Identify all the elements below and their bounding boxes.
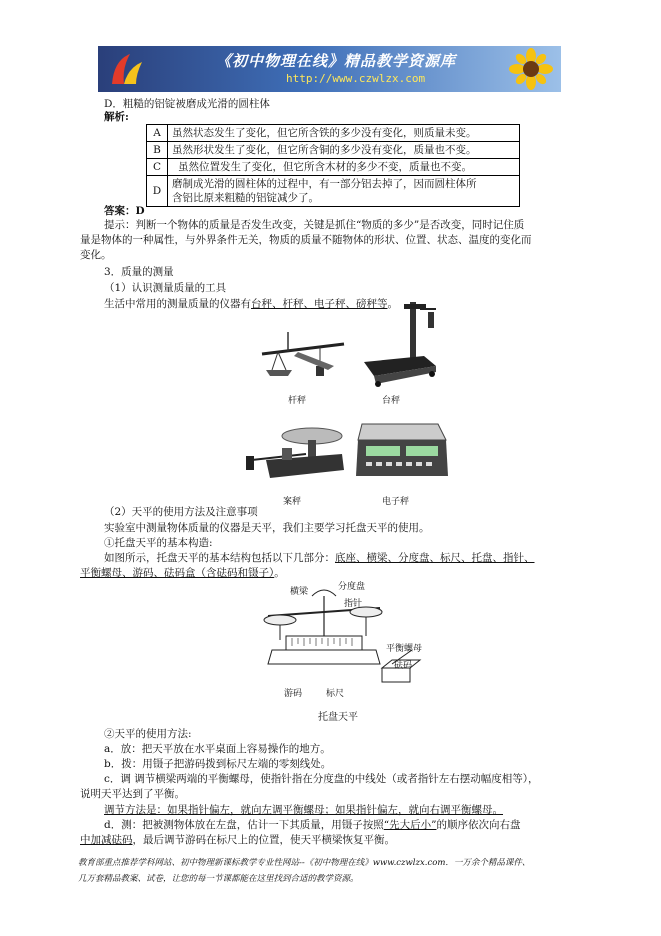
subsection-title: （1）认识测量质量的工具 — [104, 282, 227, 294]
step-b: b．拨：用镊子把游码拨到标尺左端的零刻线处。 — [104, 758, 332, 770]
steelyard-image — [258, 326, 348, 386]
usage-title: ②天平的使用方法: — [104, 728, 192, 740]
table-row — [147, 176, 520, 207]
adjust-method: 调节方法是：如果指针偏左，就向左调平衡螺母；如果指针偏左，就向右调平衡螺母。 — [104, 804, 503, 816]
row-key: D — [147, 176, 168, 207]
lab-sentence: 实验室中测量物体质量的仪器是天平，我们主要学习托盘天平的使用。 — [104, 522, 430, 534]
analysis-table — [146, 124, 520, 207]
label-dial: 分度盘 — [338, 582, 366, 592]
site-logo-icon — [106, 50, 146, 88]
hint-line: 提示：判断一个物体的质量是否发生改变，关键是抓住“物质的多少”是否改变，同时记住质 — [104, 219, 525, 231]
step-c-cont: 说明天平达到了平衡。 — [80, 788, 185, 800]
row-text: 虽然形状发生了变化，但它所含铜的多少没有变化，质量也不变。 — [168, 142, 520, 159]
platform-scale-caption: 台秤 — [382, 396, 401, 406]
row-text — [168, 176, 520, 207]
step-d: d．测：把被测物体放在左盘，估计一下其质量，用镊子按照“先大后小”的顺序依次向右盘 — [104, 819, 521, 831]
row-key: B — [147, 142, 168, 159]
balance-caption: 托盘天平 — [318, 712, 358, 723]
subsection-title: （2）天平的使用方法及注意事项 — [104, 506, 258, 518]
footer-line: 几万套精品教案、试卷，让您的每一节课都能在这里找到合适的教学资源。 — [78, 874, 359, 884]
electronic-scale-caption: 电子秤 — [382, 497, 410, 507]
label-scale: 标尺 — [326, 689, 345, 699]
hint-line: 变化。 — [80, 249, 112, 261]
footer-line: 教育部重点推荐学科网站、初中物理新课标教学专业性网站--《初中物理在线》www.czwlzx.com．一万余个精品课件、 — [78, 858, 531, 868]
platform-scale-image — [360, 296, 440, 390]
label-pointer: 指针 — [344, 599, 363, 609]
table-row — [147, 159, 520, 176]
header-banner — [98, 46, 561, 92]
structure-title: ①托盘天平的基本构造: — [104, 537, 213, 549]
steelyard-caption: 杆秤 — [288, 396, 307, 406]
answer: 答案：D — [104, 205, 145, 217]
structure-sentence-cont: 平衡螺母、游码、砝码盒（含砝码和镊子）。 — [80, 567, 285, 579]
table-row — [147, 142, 520, 159]
step-d-cont: 中加减砝码，最后调节游码在标尺上的位置，使天平横梁恢复平衡。 — [80, 834, 395, 846]
row-text-line: 磨制成光滑的圆柱体的过程中，有一部分铝去掉了，因而圆柱体所 — [172, 178, 477, 190]
step-a: a．放：把天平放在水平桌面上容易操作的地方。 — [104, 743, 331, 755]
balance-diagram — [262, 580, 422, 690]
label-rider: 游码 — [284, 689, 303, 699]
banner-url[interactable]: http://www.czwlzx.com — [286, 72, 426, 85]
banner-title: 《初中物理在线》精品教学资源库 — [216, 52, 457, 70]
row-text: 虽然状态发生了变化，但它所含铁的多少没有变化，则质量未变。 — [168, 125, 520, 142]
analysis-label: 解析: — [104, 111, 129, 123]
hint-line: 量是物体的一种属性，与外界条件无关，物质的质量不随物体的形状、位置、状态、温度的变化而 — [80, 234, 532, 246]
electronic-scale-image — [352, 420, 452, 484]
step-c: c．调 调节横梁两端的平衡螺母，使指针指在分度盘的中线处（或者指针左右摆动幅度相等）， — [104, 773, 539, 785]
row-text-line: 含铝比原来粗糙的铝锭减少了。 — [172, 192, 319, 204]
row-key: A — [147, 125, 168, 142]
page-footer — [78, 855, 598, 887]
sunflower-icon — [509, 48, 553, 90]
row-key: C — [147, 159, 168, 176]
case-scale-image — [242, 420, 346, 484]
label-beam: 横梁 — [290, 587, 309, 597]
row-text: 虽然位置发生了变化，但它所含木材的多少不变，质量也不变。 — [168, 159, 520, 176]
label-balance-nut: 平衡螺母 — [386, 644, 423, 654]
case-scale-caption: 案秤 — [283, 497, 302, 507]
section-title: 3．质量的测量 — [104, 266, 174, 278]
tools-sentence: 生活中常用的测量质量的仪器有台秤、杆秤、电子秤、磅秤等。 — [104, 298, 398, 310]
option-d: D．粗糙的铝锭被磨成光滑的圆柱体 — [104, 98, 270, 110]
table-row — [147, 125, 520, 142]
label-weights: 砝码 — [394, 661, 413, 671]
structure-sentence: 如图所示，托盘天平的基本结构包括以下几部分：底座、横梁、分度盘、标尺、托盘、指针、 — [104, 552, 535, 564]
